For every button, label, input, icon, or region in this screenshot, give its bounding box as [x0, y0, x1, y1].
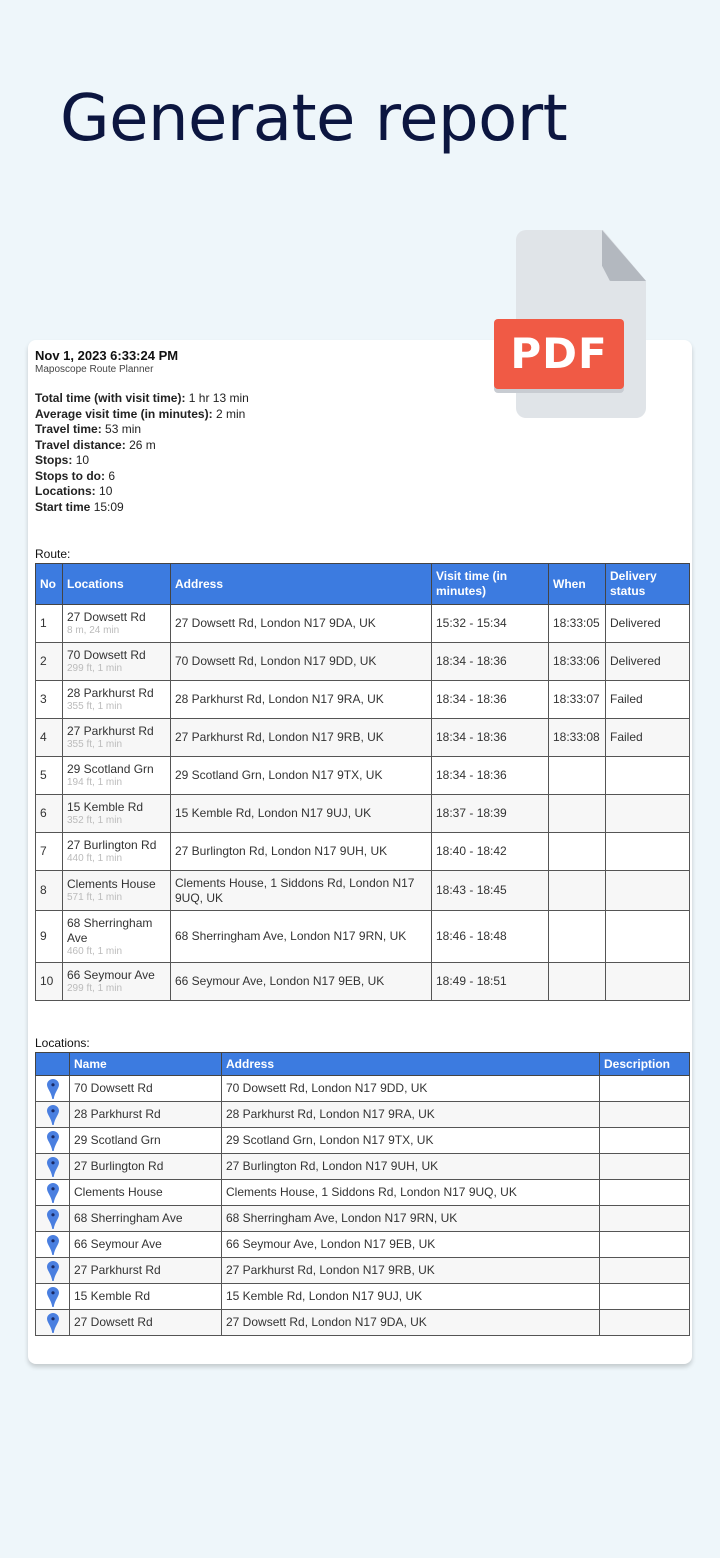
- map-pin-icon: [47, 1105, 59, 1125]
- route-visit-time: 18:37 - 18:39: [432, 795, 549, 833]
- location-row: [36, 1206, 690, 1232]
- route-visit-time: 18:34 - 18:36: [432, 681, 549, 719]
- route-location-name: 70 Dowsett Rd: [67, 648, 146, 662]
- stat-label: Start time: [35, 499, 91, 514]
- location-pin-cell: [36, 1154, 70, 1180]
- map-pin-icon: [47, 1235, 59, 1255]
- route-delivery-status: [606, 871, 690, 911]
- stat-value: 26 m: [129, 437, 156, 452]
- route-row: [36, 871, 690, 911]
- location-name: 27 Burlington Rd: [70, 1154, 222, 1180]
- route-address: Clements House, 1 Siddons Rd, London N17 9UQ, UK: [171, 871, 432, 911]
- map-pin-icon: [47, 1079, 59, 1099]
- report-header: [35, 348, 249, 515]
- route-location: [63, 681, 171, 719]
- route-address: 15 Kemble Rd, London N17 9UJ, UK: [171, 795, 432, 833]
- route-location-distance: 355 ft, 1 min: [67, 701, 123, 712]
- route-stop-number: 5: [36, 757, 63, 795]
- route-row: [36, 605, 690, 643]
- route-when: 18:33:06: [549, 643, 606, 681]
- route-visit-time: 18:40 - 18:42: [432, 833, 549, 871]
- route-stop-number: 9: [36, 911, 63, 963]
- route-when: [549, 757, 606, 795]
- stat-label: Locations:: [35, 484, 96, 498]
- route-row: [36, 833, 690, 871]
- route-location: [63, 871, 171, 911]
- location-row: [36, 1284, 690, 1310]
- route-location-name: 66 Seymour Ave: [67, 968, 155, 982]
- stat-label: Travel distance:: [35, 437, 126, 452]
- stat-line: [35, 391, 249, 407]
- map-pin-icon: [47, 1287, 59, 1307]
- route-location: [63, 795, 171, 833]
- location-pin-cell: [36, 1284, 70, 1310]
- route-when: [549, 871, 606, 911]
- col-when: When: [549, 564, 606, 605]
- route-location-name: 27 Dowsett Rd: [67, 610, 146, 624]
- stat-line: [35, 407, 249, 423]
- route-delivery-status: Failed: [606, 681, 690, 719]
- location-pin-cell: [36, 1180, 70, 1206]
- stat-line: [35, 438, 249, 454]
- location-row: [36, 1076, 690, 1102]
- route-stop-number: 2: [36, 643, 63, 681]
- location-address: 27 Burlington Rd, London N17 9UH, UK: [222, 1154, 600, 1180]
- stat-line: [35, 469, 249, 485]
- route-stop-number: 8: [36, 871, 63, 911]
- route-header-row: [36, 564, 690, 605]
- location-row: [36, 1180, 690, 1206]
- route-visit-time: 18:34 - 18:36: [432, 757, 549, 795]
- route-delivery-status: Delivered: [606, 605, 690, 643]
- stat-value: 1 hr 13 min: [188, 391, 249, 405]
- location-pin-cell: [36, 1206, 70, 1232]
- route-when: [549, 833, 606, 871]
- location-description: [600, 1076, 690, 1102]
- route-table: [35, 563, 690, 1001]
- route-row: [36, 911, 690, 963]
- location-name: 66 Seymour Ave: [70, 1232, 222, 1258]
- route-row: [36, 681, 690, 719]
- route-row: [36, 643, 690, 681]
- stat-line: [35, 422, 249, 438]
- page-title: Generate report: [60, 82, 568, 156]
- stat-value: 10: [75, 453, 90, 467]
- route-delivery-status: [606, 963, 690, 1001]
- location-description: [600, 1232, 690, 1258]
- location-description: [600, 1284, 690, 1310]
- location-name: 28 Parkhurst Rd: [70, 1102, 222, 1128]
- route-delivery-status: [606, 795, 690, 833]
- location-address: 27 Dowsett Rd, London N17 9DA, UK: [222, 1310, 600, 1336]
- location-description: [600, 1128, 690, 1154]
- route-when: 18:33:08: [549, 719, 606, 757]
- location-address: 66 Seymour Ave, London N17 9EB, UK: [222, 1232, 600, 1258]
- map-pin-icon: [47, 1157, 59, 1177]
- map-pin-icon: [47, 1313, 59, 1333]
- col-delivery-status: Delivery status: [606, 564, 690, 605]
- route-location-name: 15 Kemble Rd: [67, 800, 144, 814]
- report-date: Nov 1, 2023 6:33:24 PM: [35, 348, 179, 363]
- location-description: [600, 1180, 690, 1206]
- route-address: 66 Seymour Ave, London N17 9EB, UK: [171, 963, 432, 1001]
- location-address: 29 Scotland Grn, London N17 9TX, UK: [222, 1128, 600, 1154]
- route-location-distance: 352 ft, 1 min: [67, 815, 123, 826]
- stat-value: 6: [108, 468, 116, 483]
- route-location-distance: 299 ft, 1 min: [67, 663, 123, 674]
- location-row: [36, 1258, 690, 1284]
- route-delivery-status: Delivered: [606, 643, 690, 681]
- map-pin-icon: [47, 1261, 59, 1281]
- stat-line: [35, 453, 249, 469]
- location-address: Clements House, 1 Siddons Rd, London N17 9UQ, UK: [222, 1180, 600, 1206]
- route-location: [63, 757, 171, 795]
- route-when: [549, 795, 606, 833]
- location-name: 27 Parkhurst Rd: [70, 1258, 222, 1284]
- location-address: 15 Kemble Rd, London N17 9UJ, UK: [222, 1284, 600, 1310]
- route-location: [63, 911, 171, 963]
- route-delivery-status: Failed: [606, 719, 690, 757]
- route-location: [63, 643, 171, 681]
- location-name: 70 Dowsett Rd: [70, 1076, 222, 1102]
- route-delivery-status: [606, 757, 690, 795]
- location-description: [600, 1258, 690, 1284]
- route-row: [36, 963, 690, 1001]
- pdf-file-icon: [493, 230, 648, 420]
- route-address: 29 Scotland Grn, London N17 9TX, UK: [171, 757, 432, 795]
- route-delivery-status: [606, 833, 690, 871]
- stat-label: Total time (with visit time):: [35, 391, 186, 405]
- route-location-distance: 8 m, 24 min: [67, 625, 120, 636]
- route-location-distance: 571 ft, 1 min: [67, 892, 123, 903]
- stat-label: Travel time:: [35, 422, 102, 436]
- stat-label: Stops to do:: [35, 468, 105, 483]
- map-pin-icon: [47, 1209, 59, 1229]
- location-pin-cell: [36, 1076, 70, 1102]
- route-row: [36, 795, 690, 833]
- route-visit-time: 15:32 - 15:34: [432, 605, 549, 643]
- route-stop-number: 10: [36, 963, 63, 1001]
- route-visit-time: 18:49 - 18:51: [432, 963, 549, 1001]
- route-location: [63, 605, 171, 643]
- route-address: 28 Parkhurst Rd, London N17 9RA, UK: [171, 681, 432, 719]
- stat-value: 2 min: [215, 406, 246, 421]
- route-location-name: 29 Scotland Grn: [67, 762, 154, 776]
- route-visit-time: 18:34 - 18:36: [432, 719, 549, 757]
- route-when: 18:33:07: [549, 681, 606, 719]
- route-location-name: 27 Burlington Rd: [67, 838, 157, 852]
- col-locations: Locations: [63, 564, 171, 605]
- location-pin-cell: [36, 1232, 70, 1258]
- route-location-distance: 299 ft, 1 min: [67, 983, 123, 994]
- route-when: 18:33:05: [549, 605, 606, 643]
- location-address: 28 Parkhurst Rd, London N17 9RA, UK: [222, 1102, 600, 1128]
- location-name: 68 Sherringham Ave: [70, 1206, 222, 1232]
- col-address: Address: [222, 1053, 600, 1076]
- locations-header-row: [36, 1053, 690, 1076]
- location-name: 29 Scotland Grn: [70, 1128, 222, 1154]
- map-pin-icon: [47, 1183, 59, 1203]
- location-pin-cell: [36, 1310, 70, 1336]
- stat-label: Average visit time (in minutes):: [35, 406, 213, 421]
- route-location-distance: 460 ft, 1 min: [67, 945, 123, 957]
- route-stop-number: 1: [36, 605, 63, 643]
- route-visit-time: 18:34 - 18:36: [432, 643, 549, 681]
- route-location: [63, 963, 171, 1001]
- route-location-name: 28 Parkhurst Rd: [67, 686, 154, 700]
- route-location-distance: 355 ft, 1 min: [67, 739, 123, 750]
- location-description: [600, 1206, 690, 1232]
- report-app-name: Maposcope Route Planner: [35, 364, 154, 375]
- stat-line: [35, 484, 249, 500]
- location-row: [36, 1128, 690, 1154]
- location-address: 70 Dowsett Rd, London N17 9DD, UK: [222, 1076, 600, 1102]
- col-visit-time: Visit time (in minutes): [432, 564, 549, 605]
- col-pin: [36, 1053, 70, 1076]
- location-description: [600, 1102, 690, 1128]
- stat-line: [35, 500, 249, 516]
- location-name: 15 Kemble Rd: [70, 1284, 222, 1310]
- route-visit-time: 18:43 - 18:45: [432, 871, 549, 911]
- route-row: [36, 719, 690, 757]
- location-pin-cell: [36, 1258, 70, 1284]
- route-delivery-status: [606, 911, 690, 963]
- map-pin-icon: [47, 1131, 59, 1151]
- location-address: 27 Parkhurst Rd, London N17 9RB, UK: [222, 1258, 600, 1284]
- stat-value: 10: [99, 484, 113, 498]
- route-address: 68 Sherringham Ave, London N17 9RN, UK: [171, 911, 432, 963]
- stat-label: Stops:: [35, 453, 73, 467]
- route-location-name: 68 Sherringham Ave: [67, 915, 153, 945]
- route-when: [549, 963, 606, 1001]
- route-location-name: 27 Parkhurst Rd: [67, 724, 154, 738]
- stat-value: 15:09: [93, 499, 124, 514]
- locations-table: [35, 1052, 690, 1336]
- location-row: [36, 1154, 690, 1180]
- location-row: [36, 1102, 690, 1128]
- route-row: [36, 757, 690, 795]
- route-visit-time: 18:46 - 18:48: [432, 911, 549, 963]
- location-row: [36, 1232, 690, 1258]
- route-stop-number: 7: [36, 833, 63, 871]
- route-location-distance: 440 ft, 1 min: [67, 853, 123, 864]
- route-stop-number: 6: [36, 795, 63, 833]
- col-address: Address: [171, 564, 432, 605]
- stat-value: 53 min: [105, 422, 142, 436]
- locations-section-label: Locations:: [35, 1036, 90, 1050]
- location-row: [36, 1310, 690, 1336]
- col-no: No: [36, 564, 63, 605]
- route-address: 27 Parkhurst Rd, London N17 9RB, UK: [171, 719, 432, 757]
- route-when: [549, 911, 606, 963]
- route-address: 27 Dowsett Rd, London N17 9DA, UK: [171, 605, 432, 643]
- route-address: 27 Burlington Rd, London N17 9UH, UK: [171, 833, 432, 871]
- report-stats: [35, 391, 249, 515]
- location-name: 27 Dowsett Rd: [70, 1310, 222, 1336]
- route-location-distance: 194 ft, 1 min: [67, 777, 123, 788]
- pdf-badge: PDF: [494, 319, 624, 389]
- location-description: [600, 1310, 690, 1336]
- col-name: Name: [70, 1053, 222, 1076]
- route-stop-number: 3: [36, 681, 63, 719]
- location-name: Clements House: [70, 1180, 222, 1206]
- location-pin-cell: [36, 1102, 70, 1128]
- route-location: [63, 833, 171, 871]
- col-description: Description: [600, 1053, 690, 1076]
- route-location-name: Clements House: [67, 877, 156, 891]
- route-stop-number: 4: [36, 719, 63, 757]
- route-address: 70 Dowsett Rd, London N17 9DD, UK: [171, 643, 432, 681]
- route-location: [63, 719, 171, 757]
- location-address: 68 Sherringham Ave, London N17 9RN, UK: [222, 1206, 600, 1232]
- location-pin-cell: [36, 1128, 70, 1154]
- location-description: [600, 1154, 690, 1180]
- route-section-label: Route:: [35, 547, 71, 561]
